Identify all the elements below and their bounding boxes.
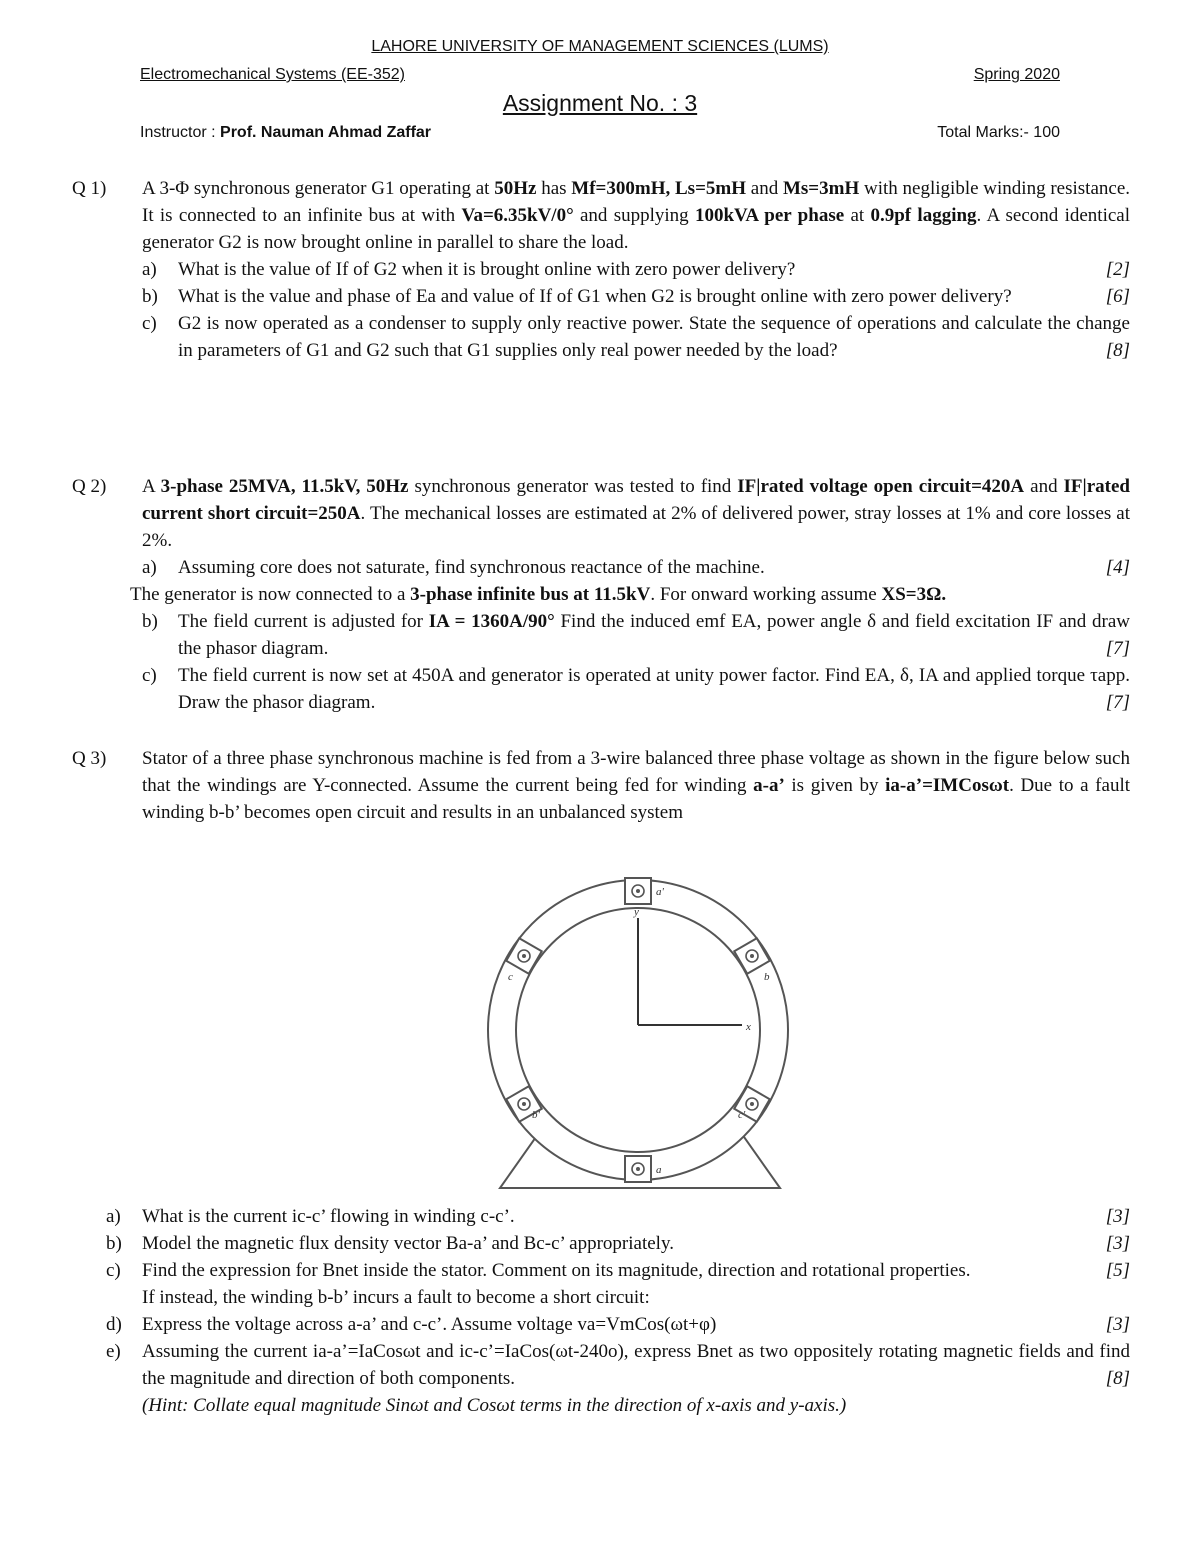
question-intro: Stator of a three phase synchronous machine is fed from a 3-wire balanced three phase voltage as shown in the figure below such that the windings are Y-connected. Assume the current being fed for winding a-a’ is given by ia-a’=IMCosωt. Due to a fault winding b-b’ becomes open circuit and results in an unbalanced system xyxy=(142,748,1130,823)
label-c: c xyxy=(508,971,513,983)
course-name: Electromechanical Systems (EE-352) xyxy=(140,66,405,83)
question-number: Q 1) xyxy=(72,178,107,199)
question-number: Q 2) xyxy=(72,476,107,497)
question-body xyxy=(142,175,1130,364)
note: The generator is now connected to a 3-phase infinite bus at 11.5kV. For onward working assume XS=3Ω. xyxy=(130,584,947,605)
question-intro: A 3-phase 25MVA, 11.5kV, 50Hz synchronous generator was tested to find IF|rated voltage open circuit=420A and IF|rated current short circuit=250A. The mechanical losses are estimated at 2% of delivered power, stray losses at 1% and core losses at 2%. xyxy=(142,476,1130,551)
marks: [6] xyxy=(1105,286,1130,307)
assignment-title: Assignment No. : 3 xyxy=(502,90,698,116)
marks: [8] xyxy=(1105,1368,1130,1389)
marks: [3] xyxy=(1105,1206,1130,1227)
university-name: LAHORE UNIVERSITY OF MANAGEMENT SCIENCES (LUMS) xyxy=(371,38,829,55)
marks: [5] xyxy=(1105,1260,1130,1281)
label-a: a xyxy=(656,1164,662,1176)
marks: [8] xyxy=(1105,340,1130,361)
part-a: a) What is the current ic-c’ flowing in winding c-c’. [3] xyxy=(72,1203,1130,1230)
hint: (Hint: Collate equal magnitude Sinωt and Cosωt terms in the direction of x-axis and y-axis.) xyxy=(142,1395,847,1416)
part-b: b) Model the magnetic flux density vector Ba-a’ and Bc-c’ appropriately. [3] xyxy=(72,1230,1130,1257)
question-body xyxy=(130,473,1131,716)
part-b: b) The field current is adjusted for IA = 1360A/90° Find the induced emf EA, power angle δ and field excitation IF and draw the phasor diagram. [7] xyxy=(142,608,1130,662)
short-circuit-note: If instead, the winding b-b’ incurs a fault to become a short circuit: xyxy=(142,1287,650,1308)
total-marks: Total Marks:- 100 xyxy=(937,124,1060,141)
part-a: a) Assuming core does not saturate, find synchronous reactance of the machine. [4] xyxy=(142,554,1130,581)
course-row xyxy=(140,66,1060,84)
label-b-prime: b' xyxy=(532,1109,540,1121)
part-b: b) What is the value and phase of Ea and value of If of G1 when G2 is brought online with zero power delivery? [6] xyxy=(142,283,1130,310)
part-c: c) Find the expression for Bnet inside the stator. Comment on its magnitude, direction and rotational properties. [5] xyxy=(72,1257,1130,1284)
instructor-name: Prof. Nauman Ahmad Zaffar xyxy=(220,124,432,141)
label-a-prime: a' xyxy=(656,886,664,898)
stator-figure xyxy=(480,870,800,1190)
label-y: y xyxy=(634,906,639,918)
part-e: e) Assuming the current ia-a’=IaCosωt and ic-c’=IaCos(ωt-240o), express Bnet as two oppositely rotating magnetic fields and find the magnitude and direction of both components. [8] xyxy=(72,1338,1130,1392)
part-a: a) What is the value of If of G2 when it is brought online with zero power delivery? [2] xyxy=(142,256,1130,283)
instructor-row xyxy=(140,124,1060,142)
term: Spring 2020 xyxy=(973,66,1060,83)
part-c: c) The field current is now set at 450A and generator is operated at unity power factor. Find EA, δ, IA and applied torque τapp. Draw the phasor diagram. [7] xyxy=(142,662,1130,716)
marks: [2] xyxy=(1105,259,1130,280)
part-c: c) G2 is now operated as a condenser to supply only reactive power. State the sequence of operations and calculate the change in parameters of G1 and G2 such that G1 supplies only real power needed by the load? [8] xyxy=(142,310,1130,364)
question-number: Q 3) xyxy=(72,748,107,769)
label-c-prime: c' xyxy=(738,1109,746,1121)
question-body xyxy=(106,1203,1130,1419)
marks: [3] xyxy=(1105,1314,1130,1335)
instructor: Instructor : Prof. Nauman Ahmad Zaffar xyxy=(140,124,432,141)
marks: [3] xyxy=(1105,1233,1130,1254)
question-intro: A 3-Φ synchronous generator G1 operating at 50Hz has Mf=300mH, Ls=5mH and Ms=3mH with negligible winding resistance. It is connected to an infinite bus at with Va=6.35kV/0° and supplying 100kVA per phase at 0.9pf lagging. A second identical generator G2 is now brought online in parallel to share the load. xyxy=(142,178,1131,253)
label-b: b xyxy=(764,971,770,983)
label-x: x xyxy=(746,1021,751,1033)
marks: [7] xyxy=(1105,638,1130,659)
marks: [7] xyxy=(1105,692,1130,713)
marks: [4] xyxy=(1105,557,1130,578)
part-d: d) Express the voltage across a-a’ and c-c’. Assume voltage va=VmCos(ωt+φ) [3] xyxy=(72,1311,1130,1338)
question-body xyxy=(142,745,1130,826)
